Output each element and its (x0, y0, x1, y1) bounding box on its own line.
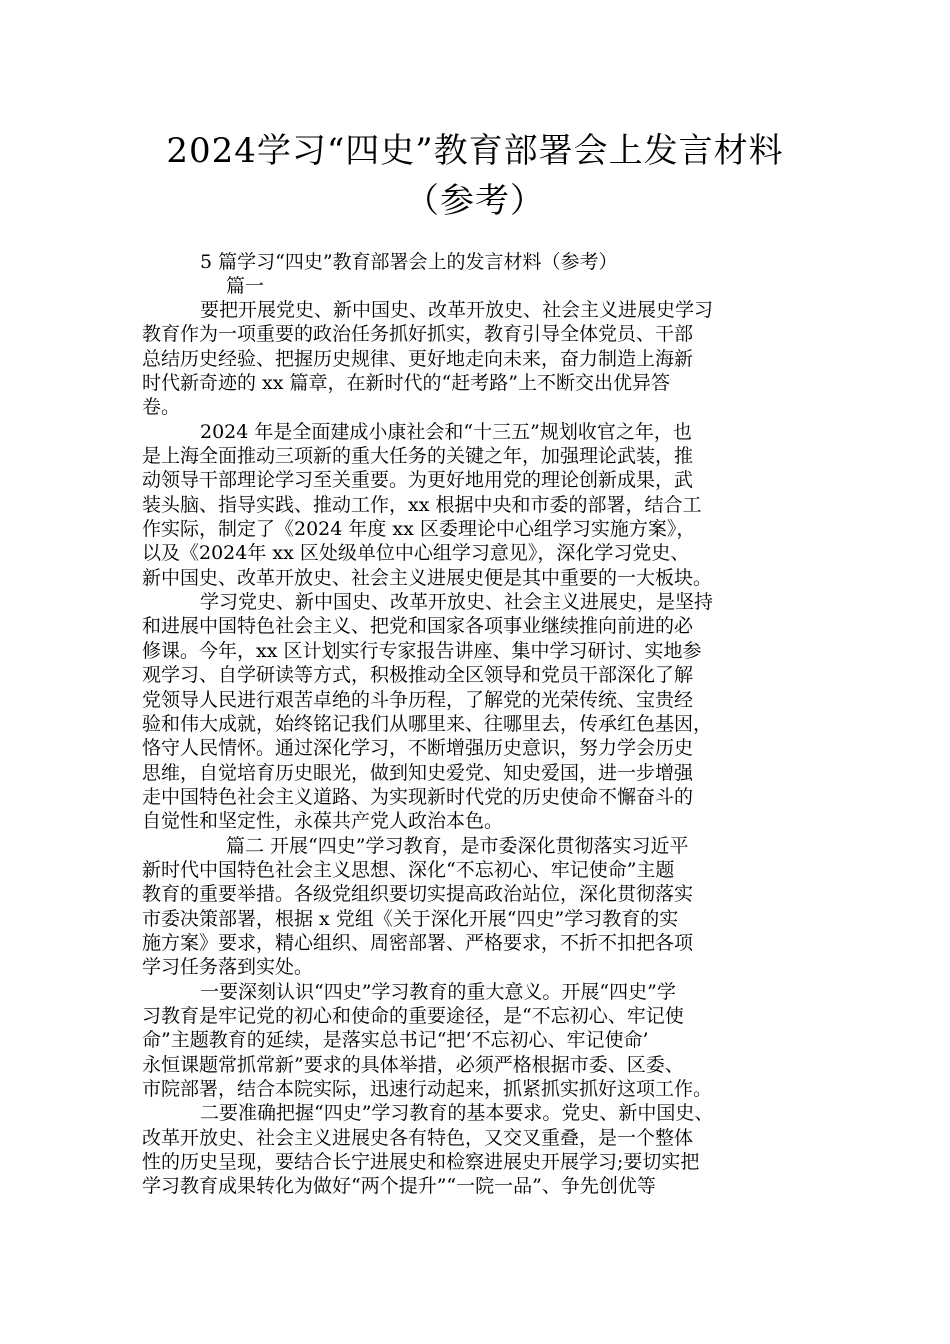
body-line: 命”主题教育的延续，是落实总书记“把‘不忘初心、牢记使命’ (142, 1029, 649, 1052)
body-line: 施方案》要求，精心组织、周密部署、严格要求，不折不扣把各项 (142, 931, 694, 954)
body-line: 要把开展党史、新中国史、改革开放史、社会主义进展史学习 (200, 299, 714, 321)
body-line: 市委决策部署，根据 x 党组《关于深化开展“四史”学习教育的实 (142, 907, 679, 930)
body-line: 新时代中国特色社会主义思想、深化“不忘初心、牢记使命”主题 (142, 858, 675, 881)
body-line: 是上海全面推动三项新的重大任务的关键之年，加强理论武装，推 (142, 445, 694, 468)
body-line: 以及《2024年 xx 区处级单位中心组学习意见》，深化学习党史、 (142, 542, 690, 565)
body-line: 学习教育成果转化为做好“两个提升”“一院一品”、争先创优等 (142, 1175, 656, 1198)
body-line: 装头脑、指导实践、推动工作，xx 根据中央和市委的部署，结合工 (142, 493, 702, 516)
body-line: 总结历史经验、把握历史规律、更好地走向未来，奋力制造上海新 (142, 347, 694, 370)
intro-line: 5 篇学习“四史”教育部署会上的发言材料（参考） (200, 251, 618, 273)
body-line: 验和伟大成就，始终铭记我们从哪里来、往哪里去，传承红色基因， (142, 712, 713, 735)
body-line: 党领导人民进行艰苦卓绝的斗争历程，了解党的光荣传统、宝贵经 (142, 688, 694, 711)
body-line: 学习任务落到实处。 (142, 956, 314, 979)
body-line: 走中国特色社会主义道路、为实现新时代党的历史使命不懈奋斗的 (142, 785, 694, 808)
document-body (142, 298, 822, 1199)
body-line: 新中国史、改革开放史、社会主义进展史便是其中重要的一大板块。 (142, 566, 713, 589)
body-line: 修课。今年，xx 区计划实行专家报告讲座、集中学习研讨、实地参 (142, 639, 702, 662)
body-line: 自觉性和坚定性，永葆共产党人政治本色。 (142, 810, 504, 833)
body-line: 市院部署，结合本院实际，迅速行动起来，抓紧抓实抓好这项工作。 (142, 1078, 713, 1100)
body-line: 二要准确把握“四史”学习教育的基本要求。党史、新中国史、 (200, 1102, 714, 1125)
body-line: 思维，自觉培育历史眼光，做到知史爱党、知史爱国，进一步增强 (142, 761, 694, 784)
body-line: 习教育是牢记党的初心和使命的重要途径，是“不忘初心、牢记使 (142, 1004, 684, 1027)
body-line: 2024 年是全面建成小康社会和“十三五”规划收官之年，也 (200, 420, 692, 443)
body-line: 作实际，制定了《2024 年度 xx 区委理论中心组学习实施方案》， (142, 518, 696, 541)
body-line: 卷。 (142, 396, 181, 419)
body-line: 恪守人民情怀。通过深化学习，不断增强历史意识，努力学会历史 (142, 737, 694, 760)
body-line: 动领导干部理论学习至关重要。为更好地用党的理论创新成果，武 (142, 469, 694, 492)
document-title-line1: 2024学习“四史”教育部署会上发言材料 (166, 131, 784, 171)
body-line: 一要深刻认识“四史”学习教育的重大意义。开展“四史”学 (200, 980, 676, 1003)
body-line: 时代新奇迹的 xx 篇章，在新时代的“赶考路”上不断交出优异答 (142, 372, 670, 395)
document-title-line2: （参考） (405, 181, 545, 221)
body-line: 改革开放史、社会主义进展史各有特色，又交叉重叠，是一个整体 (142, 1126, 694, 1149)
body-line: 篇二 开展“四史”学习教育，是市委深化贯彻落实习近平 (226, 834, 689, 857)
body-line: 学习党史、新中国史、改革开放史、社会主义进展史，是坚持 (200, 591, 714, 614)
section-label-1: 篇一 (226, 275, 265, 297)
body-line: 教育作为一项重要的政治任务抓好抓实，教育引导全体党员、干部 (142, 323, 694, 346)
body-line: 和进展中国特色社会主义、把党和国家各项事业继续推向前进的必 (142, 615, 694, 638)
body-line: 永恒课题常抓常新”要求的具体举措，必须严格根据市委、区委、 (142, 1053, 684, 1076)
body-line: 性的历史呈现，要结合长宁进展史和检察进展史开展学习;要切实把 (142, 1151, 700, 1174)
body-line: 观学习、自学研读等方式，积极推动全区领导和党员干部深化了解 (142, 664, 694, 687)
body-line: 教育的重要举措。各级党组织要切实提高政治站位，深化贯彻落实 (142, 883, 694, 906)
